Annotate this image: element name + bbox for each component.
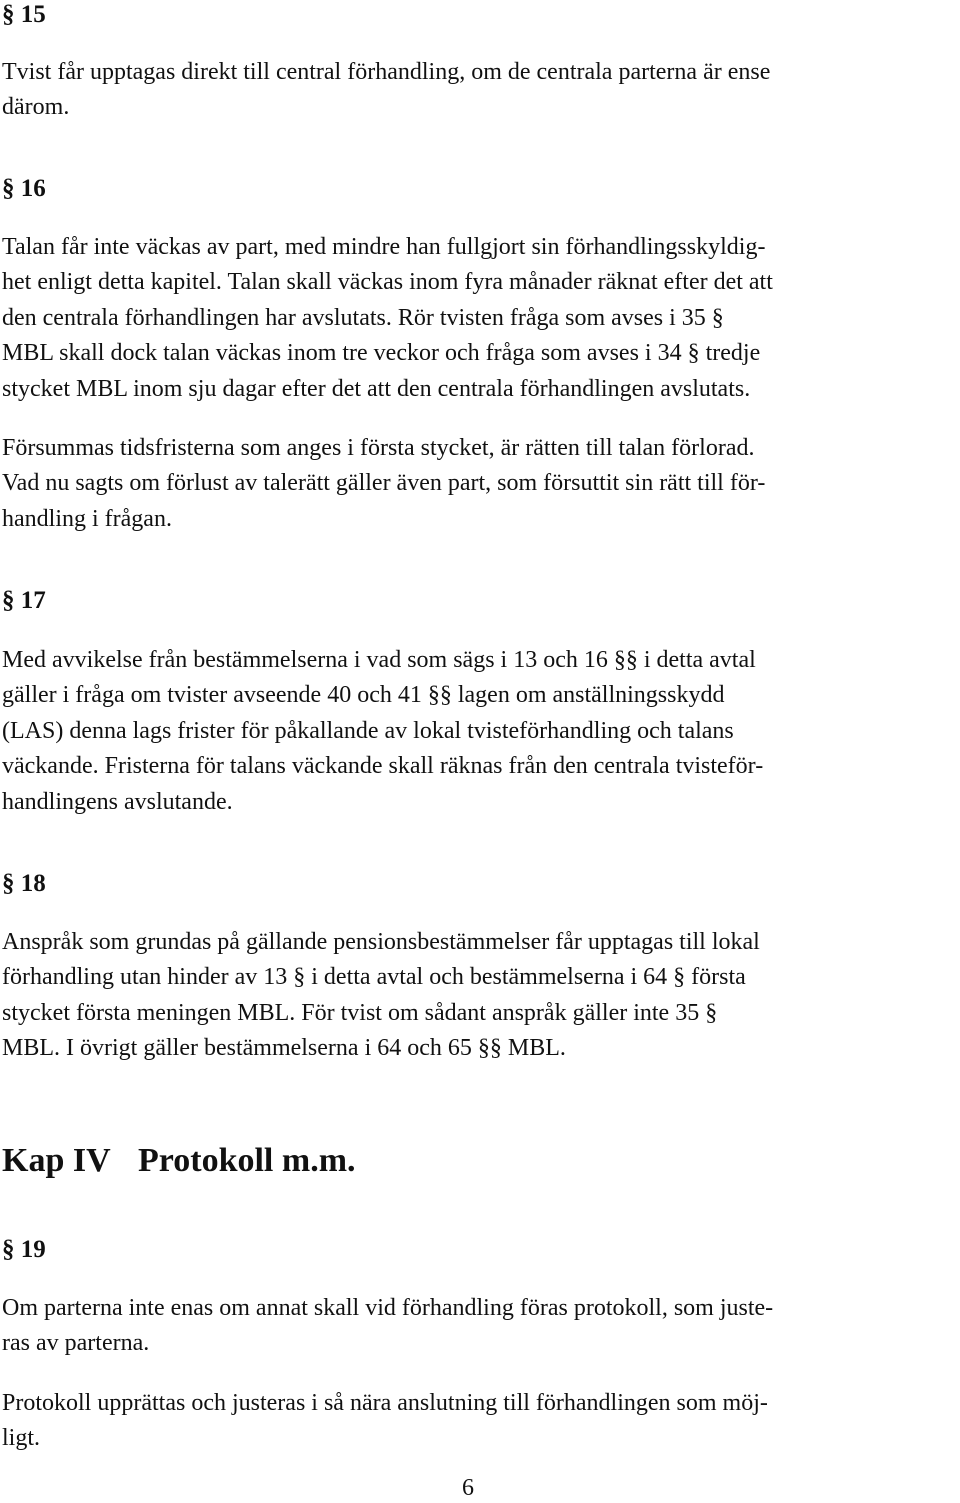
text-line: Tvist får upptagas direkt till central förhandling, om de centrala parterna är ense [2, 59, 771, 85]
section-heading-17: § 17 [2, 587, 46, 614]
section-heading-16: § 16 [2, 175, 46, 202]
text-line: Försummas tidsfristerna som anges i första stycket, är rätten till talan förlorad. [2, 435, 755, 461]
paragraph [2, 643, 954, 820]
text-line: stycket MBL inom sju dagar efter det att den centrala förhandlingen avslutats. [2, 375, 751, 402]
chapter-heading [2, 1141, 954, 1181]
text-line: het enligt detta kapitel. Talan skall väckas inom fyra månader räknat efter det att [2, 269, 773, 296]
page-number: 6 [462, 1475, 474, 1501]
paragraph [2, 431, 954, 537]
text-line: Med avvikelse från bestämmelserna i vad som sägs i 13 och 16 §§ i detta avtal [2, 647, 756, 673]
section-heading-18: § 18 [2, 870, 46, 897]
text-line: ras av parterna. [2, 1330, 150, 1357]
text-line: den centrala förhandlingen har avslutats. Rör tvisten fråga som avses i 35 § [2, 304, 724, 331]
paragraph [2, 1291, 954, 1362]
text-line: (LAS) denna lags frister för påkallande av lokal tvisteförhandling och talans [2, 717, 734, 744]
paragraph [2, 1386, 954, 1457]
text-line: ligt. [2, 1425, 41, 1452]
text-line: handling i frågan. [2, 505, 172, 532]
paragraph [2, 925, 954, 1067]
text-line: Talan får inte väckas av part, med mindre han fullgjort sin förhandlingsskyldig- [2, 234, 766, 260]
chapter-number: Kap IV [2, 1142, 111, 1179]
text-line: stycket första meningen MBL. För tvist om sådant anspråk gäller inte 35 § [2, 999, 718, 1026]
text-line: Om parterna inte enas om annat skall vid förhandling föras protokoll, som juste- [2, 1295, 774, 1321]
text-line: förhandling utan hinder av 13 § i detta avtal och bestämmelserna i 64 § första [2, 964, 746, 991]
text-line: MBL. I övrigt gäller bestämmelserna i 64 och 65 §§ MBL. [2, 1035, 566, 1062]
text-line: därom. [2, 94, 70, 121]
text-line: handlingens avslutande. [2, 788, 233, 815]
section-heading-15: § 15 [2, 1, 46, 28]
text-line: Vad nu sagts om förlust av talerätt gäller även part, som försuttit sin rätt till för- [2, 470, 766, 497]
text-line: väckande. Fristerna för talans väckande skall räknas från den centrala tvisteför- [2, 753, 764, 780]
chapter-title: Protokoll m.m. [138, 1142, 356, 1179]
section-heading-19: § 19 [2, 1236, 46, 1263]
text-line: gäller i fråga om tvister avseende 40 och 41 §§ lagen om anställningsskydd [2, 682, 725, 709]
text-line: MBL skall dock talan väckas inom tre veckor och fråga som avses i 34 § tredje [2, 340, 761, 367]
paragraph [2, 55, 954, 126]
text-line: Protokoll upprättas och justeras i så nära anslutning till förhandlingen som möj- [2, 1390, 768, 1416]
paragraph [2, 230, 954, 407]
text-line: Anspråk som grundas på gällande pensionsbestämmelser får upptagas till lokal [2, 929, 760, 955]
